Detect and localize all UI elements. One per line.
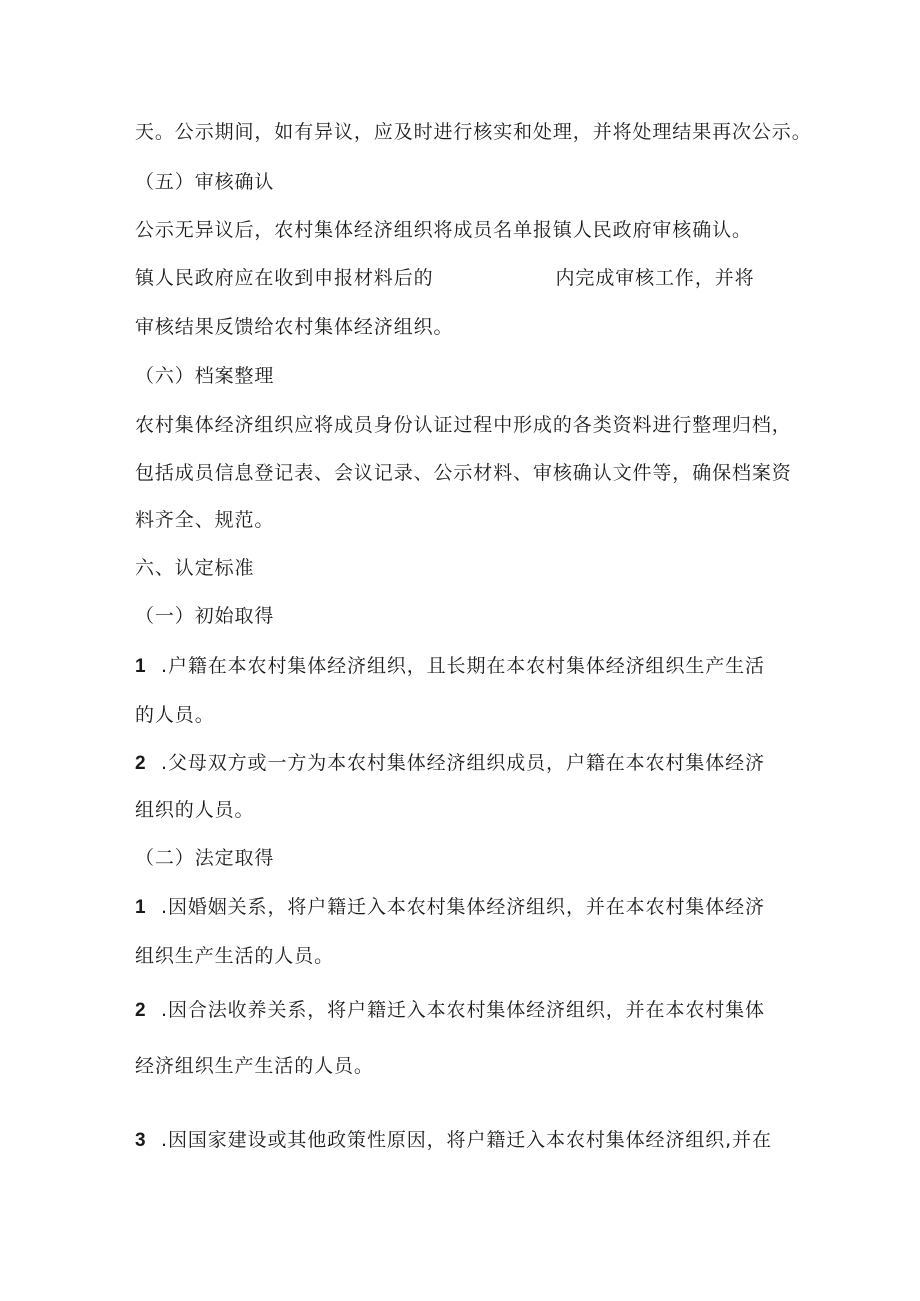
list-item (135, 998, 765, 1023)
list-item (135, 751, 765, 776)
text: 经济组织生产生活的人员。 (135, 1055, 374, 1077)
item-number: 2 (135, 753, 147, 774)
paragraph-line (135, 798, 254, 822)
text: 组织的人员。 (135, 799, 255, 821)
heading-text: （六）档案整理 (135, 365, 275, 387)
item-number: 1 (135, 656, 147, 677)
paragraph-line (135, 315, 453, 339)
paragraph-line (135, 266, 755, 290)
heading-text: （五）审核确认 (135, 171, 275, 193)
item-number: 1 (135, 897, 147, 918)
paragraph-line (135, 508, 274, 532)
text: 包括成员信息登记表、会议记录、公示材料、审核确认文件等，确保档案资 (135, 462, 792, 484)
text: 内完成审核工作，并将 (555, 267, 755, 289)
paragraph-line (135, 703, 215, 727)
paragraph-line (135, 1054, 374, 1078)
subsection-heading (135, 604, 274, 628)
heading-text: （一）初始取得 (135, 605, 275, 627)
list-item (135, 654, 765, 679)
item-text: .父母双方或一方为本农村集体经济组织成员，户籍在本农村集体经济 (161, 752, 765, 774)
item-text: .因合法收养关系，将户籍迁入本农村集体经济组织，并在本农村集体 (161, 999, 765, 1021)
text: 料齐全、规范。 (135, 509, 275, 531)
paragraph-line (135, 944, 334, 968)
item-number: 3 (135, 1130, 147, 1151)
text: 公示无异议后，农村集体经济组织将成员名单报镇人民政府审核确认。 (135, 219, 752, 241)
subsection-heading (135, 364, 274, 388)
list-item (135, 1128, 772, 1153)
subsection-heading (135, 846, 274, 870)
heading-text: 六、认定标准 (135, 557, 255, 579)
paragraph-line (135, 461, 792, 485)
paragraph-line (135, 413, 792, 437)
list-item (135, 895, 765, 920)
paragraph-line (135, 120, 812, 144)
text: 组织生产生活的人员。 (135, 945, 335, 967)
text: 农村集体经济组织应将成员身份认证过程中形成的各类资料进行整理归档， (135, 414, 792, 436)
text: 镇人民政府应在收到申报材料后的 (135, 267, 434, 289)
paragraph-line (135, 218, 752, 242)
item-text: .因婚姻关系，将户籍迁入本农村集体经济组织，并在本农村集体经济 (161, 896, 765, 918)
item-text: .户籍在本农村集体经济组织，且长期在本农村集体经济组织生产生活 (161, 655, 765, 677)
text: 的人员。 (135, 704, 215, 726)
heading-text: （二）法定取得 (135, 847, 275, 869)
item-text: .因国家建设或其他政策性原因，将户籍迁入本农村集体经济组织,并在 (161, 1129, 772, 1151)
text: 天。公示期间，如有异议，应及时进行核实和处理，并将处理结果再次公示。 (135, 121, 812, 143)
text: 审核结果反馈给农村集体经济组织。 (135, 316, 454, 338)
section-heading (135, 556, 254, 580)
subsection-heading (135, 170, 274, 194)
item-number: 2 (135, 1000, 147, 1021)
